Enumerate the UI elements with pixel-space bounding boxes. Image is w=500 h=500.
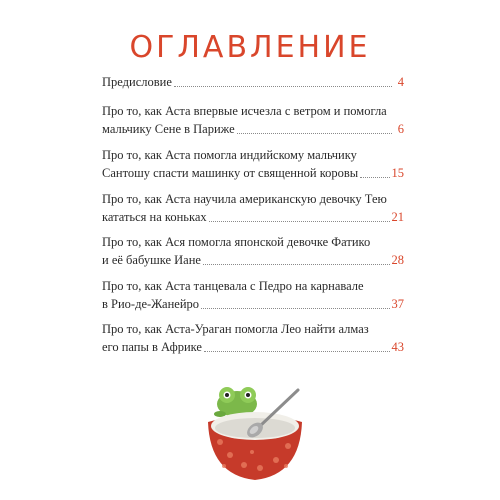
toc-entry-text: его папы в Африке — [102, 340, 202, 354]
toc-entry[interactable] — [102, 102, 404, 138]
toc-entry-line: Про то, как Аста впервые исчезла с ветром и помогла — [102, 104, 387, 118]
toc-entry-line — [102, 164, 404, 182]
toc-entry-text: и её бабушке Иане — [102, 253, 201, 267]
toc-page-number: 28 — [391, 253, 404, 267]
dot-leader — [209, 220, 390, 222]
toc-entry-text: кататься на коньках — [102, 210, 207, 224]
toc-entry-line — [102, 295, 404, 313]
toc-page-number: 43 — [391, 340, 404, 354]
toc-entry-line: Про то, как Аста танцевала с Педро на карнавале — [102, 279, 364, 293]
toc-page-number: 37 — [391, 297, 404, 311]
toc-page-number: 21 — [391, 210, 404, 224]
toc-entry-line: Про то, как Аста-Ураган помогла Лео найти алмаз — [102, 322, 369, 336]
frog-in-bowl-with-spoon-icon — [200, 380, 310, 490]
toc-entry[interactable] — [102, 146, 404, 182]
toc-entry-line — [102, 208, 404, 226]
dot-leader — [174, 85, 392, 87]
toc-entry[interactable] — [102, 277, 404, 313]
toc-entry-text: в Рио-де-Жанейро — [102, 297, 200, 311]
dot-leader — [204, 350, 390, 352]
toc-entry[interactable] — [102, 233, 404, 269]
toc-entry-line: Про то, как Аста помогла индийскому мальчику — [102, 148, 357, 162]
toc-entry-line — [102, 120, 404, 138]
toc-entry-line: Про то, как Аста научила американскую девочку Тею — [102, 192, 387, 206]
toc-entry-text: Сантошу спасти машинку от священной коровы — [102, 166, 359, 180]
toc-entry-line — [102, 338, 404, 356]
toc-entry[interactable] — [102, 320, 404, 356]
toc-page-number: 15 — [391, 166, 404, 180]
toc-entry[interactable] — [102, 73, 404, 91]
toc-entry-line — [102, 251, 404, 269]
toc-page-number: 6 — [397, 122, 404, 136]
toc-entry-text: Предисловие — [102, 75, 172, 89]
dot-leader — [203, 263, 390, 265]
page-title: ОГЛАВЛЕНИЕ — [129, 30, 371, 65]
toc-entry[interactable] — [102, 190, 404, 226]
dot-leader — [360, 176, 389, 178]
toc-page-number: 4 — [397, 75, 404, 89]
toc-entry-text: мальчику Сене в Париже — [102, 122, 235, 136]
dot-leader — [237, 132, 392, 134]
toc-entry-line — [102, 73, 404, 91]
dot-leader — [201, 307, 389, 309]
toc-entry-line: Про то, как Ася помогла японской девочке Фатико — [102, 235, 371, 249]
